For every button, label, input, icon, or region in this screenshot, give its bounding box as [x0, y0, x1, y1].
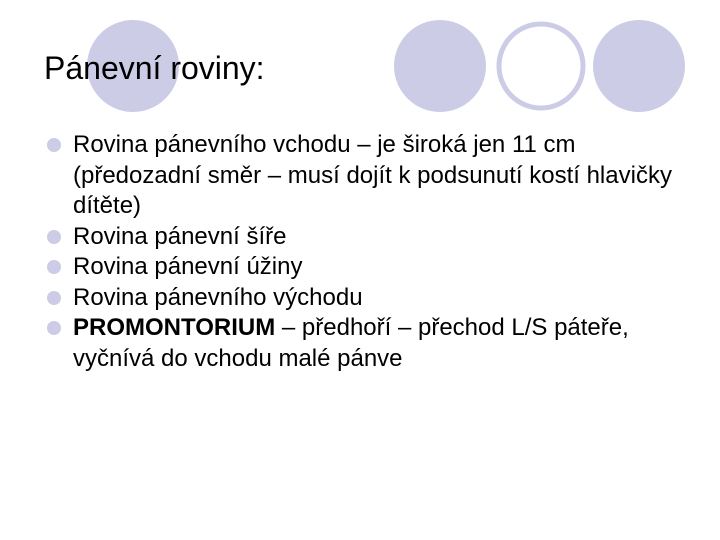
bullet-item [46, 130, 696, 222]
bullet-dot-icon [47, 260, 61, 274]
bullet-text: Rovina pánevního vchodu – je široká jen 11 cm (předozadní směr – musí dojít k podsunutí kostí hlavičky dítěte) [73, 131, 672, 219]
bullet-term: PROMONTORIUM [73, 314, 276, 341]
bullet-definition: – předhoří – přechod L/S páteře, vyčnívá do vchodu malé pánve [73, 314, 629, 372]
bullet-item [46, 313, 696, 374]
bullet-text [73, 313, 696, 374]
decor-circle-4 [593, 20, 685, 112]
decor-circle-2 [394, 20, 486, 112]
bullet-dot-icon [47, 321, 61, 335]
bullet-text: Rovina pánevní úžiny [73, 253, 303, 280]
bullet-text: Rovina pánevní šíře [73, 222, 287, 250]
bullet-text: Rovina pánevního východu [73, 283, 363, 311]
bullet-item [46, 252, 696, 283]
bullet-dot-icon [47, 291, 61, 305]
bullet-item [46, 283, 696, 314]
bullet-list [46, 130, 696, 374]
bullet-dot-icon [47, 138, 61, 152]
bullet-item [46, 222, 696, 253]
slide-title: Pánevní roviny: [44, 50, 265, 86]
decor-circle-3 [499, 24, 583, 108]
bullet-dot-icon [47, 230, 61, 244]
